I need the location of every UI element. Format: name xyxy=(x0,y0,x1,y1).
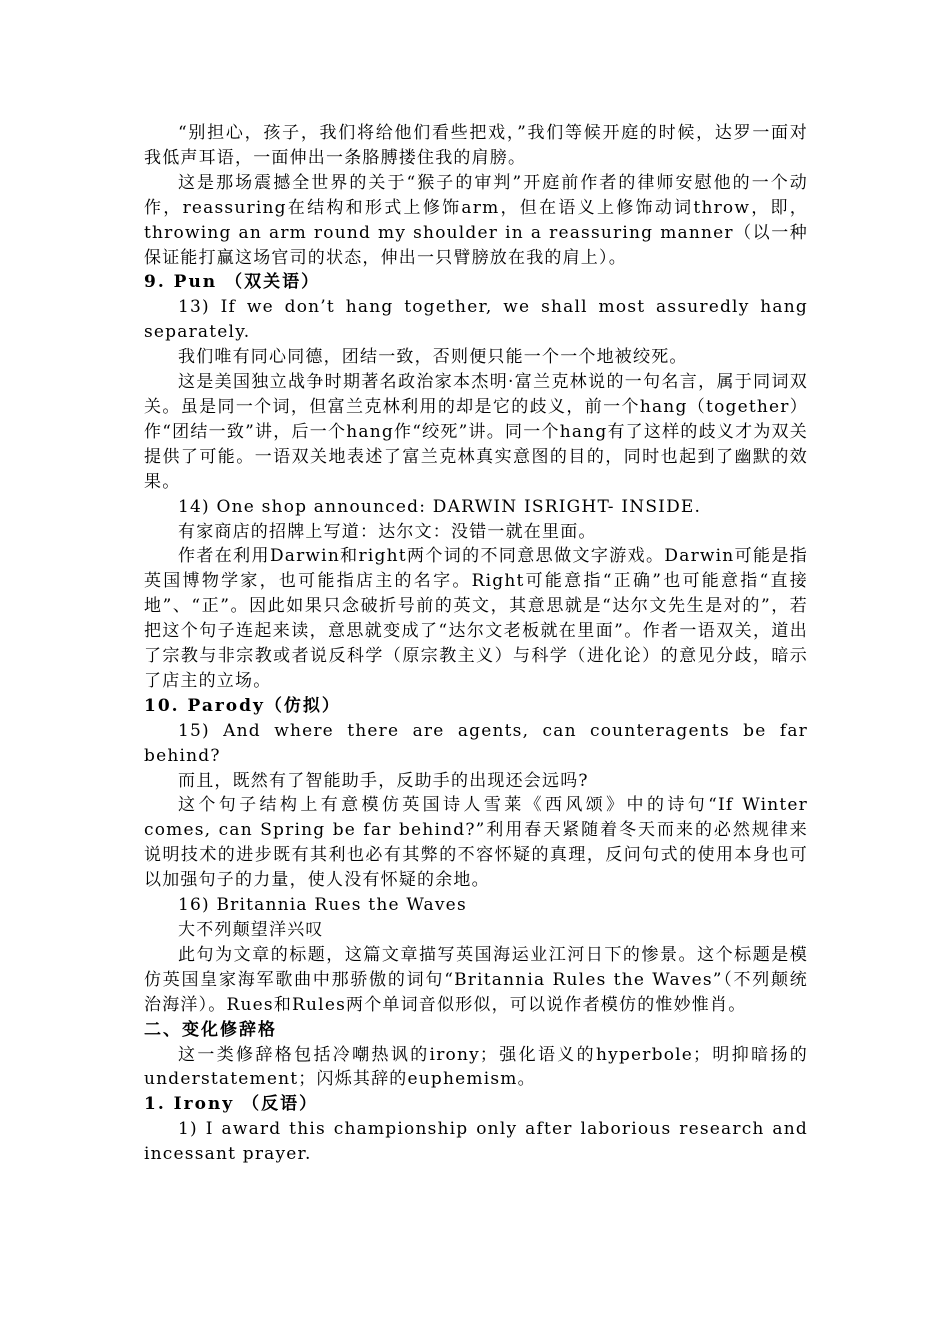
section-heading: 9. Pun （双关语） xyxy=(144,272,321,293)
paragraph: 此句为文章的标题，这篇文章描写英国海运业江河日下的惨景。这个标题是模仿英国皇家海军歌曲中那骄傲的词句“Britannia Rules the Waves”（不列颠统治海洋）。Rues和Rules两个单词音似形似，可以说作者模仿的惟妙惟肖。 xyxy=(144,944,808,1015)
example-sentence: 1) I award this championship only after laborious research and incessant prayer. xyxy=(144,1119,808,1165)
paragraph: 这是美国独立战争时期著名政治家本杰明·富兰克林说的一句名言，属于同词双关。虽是同一个词，但富兰克林利用的却是它的歧义，前一个hang（together）作“团结一致”讲，后一个hang作“绞死”讲。同一个hang有了这样的歧义才为双关提供了可能。一语双关地表述了富兰克林真实意图的目的，同时也起到了幽默的效果。 xyxy=(144,372,808,492)
document-page xyxy=(144,121,808,1167)
paragraph: “别担心，孩子，我们将给他们看些把戏，”我们等候开庭的时候，达罗一面对我低声耳语，一面伸出一条胳膊搂住我的肩膀。 xyxy=(144,123,808,168)
translation: 大不列颠望洋兴叹 xyxy=(178,920,324,940)
translation: 我们唯有同心同德，团结一致，否则便只能一个一个地被绞死。 xyxy=(178,347,688,368)
example-sentence: 15) And where there are agents, can counteragents be far behind? xyxy=(144,720,808,766)
section-heading: 1. Irony （反语） xyxy=(144,1094,319,1115)
example-sentence: 13) If we don’t hang together, we shall most assuredly hang separately. xyxy=(144,297,808,343)
example-sentence: 14) One shop announced: DARWIN ISRIGHT- INSIDE. xyxy=(178,496,702,517)
section-heading: 二、变化修辞格 xyxy=(144,1019,277,1040)
paragraph: 这是那场震撼全世界的关于“猴子的审判”开庭前作者的律师安慰他的一个动作，reassuring在结构和形式上修饰arm，但在语义上修饰动词throw，即，throwing an arm round my shoulder in a reassuring manner（以一种保证能打赢这场官司的状态，伸出一只臂膀放在我的肩上）。 xyxy=(144,172,808,268)
section-heading: 10. Parody（仿拟） xyxy=(144,695,341,716)
paragraph: 这一类修辞格包括冷嘲热讽的irony；强化语义的hyperbole；明抑暗扬的understatement；闪烁其辞的euphemism。 xyxy=(144,1044,808,1090)
translation: 而且，既然有了智能助手，反助手的出现还会远吗? xyxy=(178,770,589,791)
paragraph: 作者在利用Darwin和right两个词的不同意思做文字游戏。Darwin可能是指英国博物学家，也可能指店主的名字。Right可能意指“正确”也可能意指“直接地”、“正”。因此如果只念破折号前的英文，其意思就是“达尔文先生是对的”，若把这个句子连起来读，意思就变成了“达尔文老板就在里面”。作者一语双关，道出了宗教与非宗教或者说反科学（原宗教主义）与科学（进化论）的意见分歧，暗示了店主的立场。 xyxy=(144,546,808,691)
example-sentence: 16) Britannia Rues the Waves xyxy=(178,895,467,916)
paragraph: 这个句子结构上有意模仿英国诗人雪莱《西风颂》中的诗句“If Winter comes, can Spring be far behind?”利用春天紧随着冬天而来的必然规律来说明技术的进步既有其利也必有其弊的不容怀疑的真理，反问句式的使用本身也可以加强句子的力量，使人没有怀疑的余地。 xyxy=(144,795,808,891)
translation: 有家商店的招牌上写道：达尔文：没错一就在里面。 xyxy=(178,521,597,542)
